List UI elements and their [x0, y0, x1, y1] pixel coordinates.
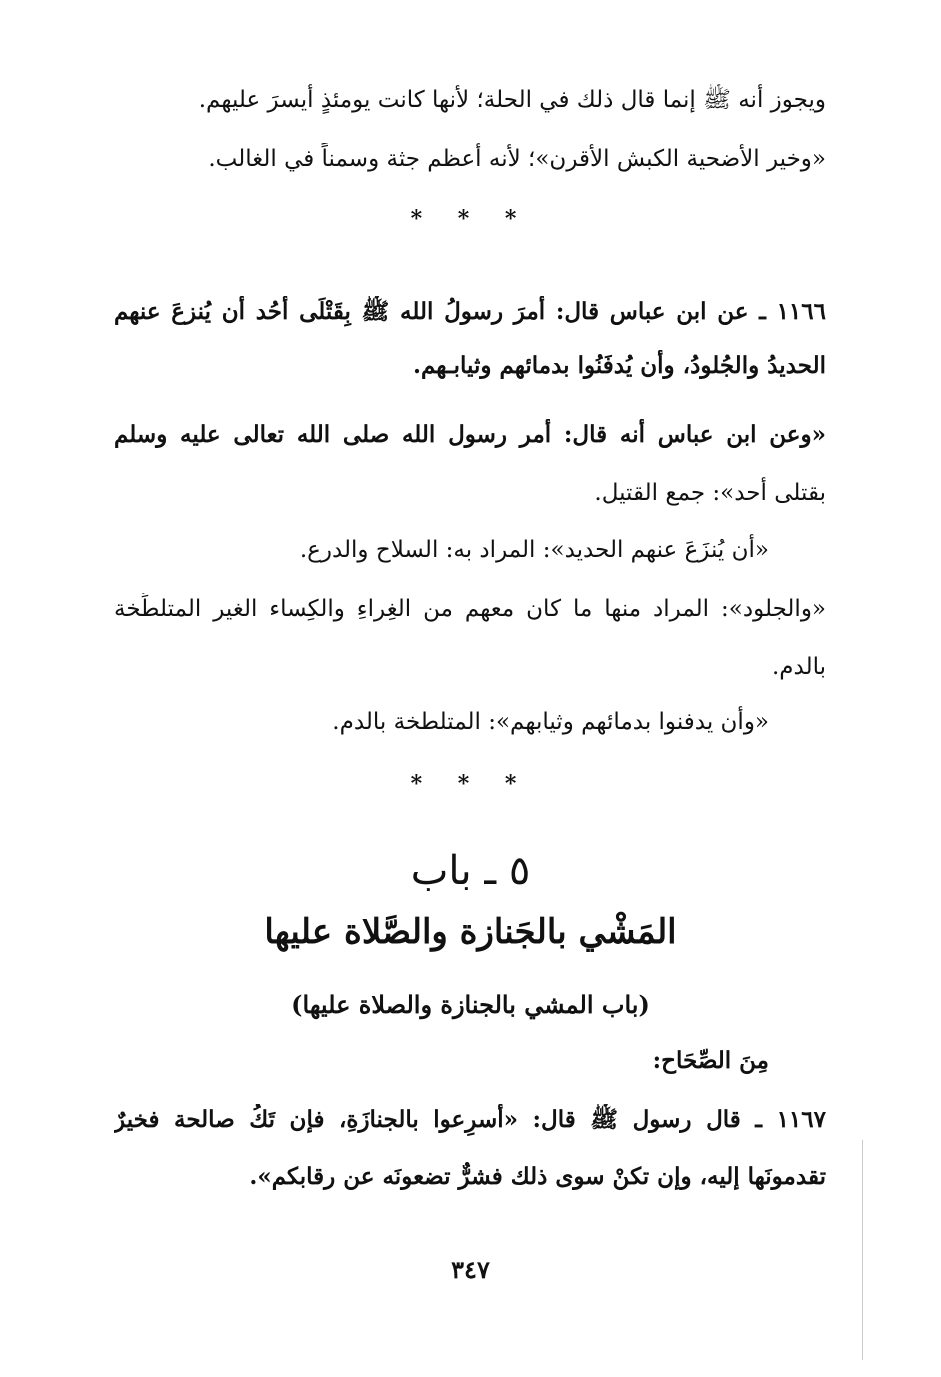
hadith-1167-line-2: تقدمونَها إليه، وإن تكنْ سوى ذلك فشرٌّ تضعونَه عن رقابكم».: [249, 1163, 826, 1190]
text-line-1: ويجوز أنه ﷺ إنما قال ذلك في الحلة؛ لأنها كانت يومئذٍ أيسرَ عليهم.: [198, 87, 826, 113]
commentary-line-6: «وأن يدفنوا بدمائهم وثيابهم»: المتلطخة بالدم.: [332, 709, 769, 735]
hadith-1167-line-1: ١١٦٧ ـ قال رسول ﷺ قال: «أَسرِعوا بالجنازَةِ، فإن تَكُ صالحة فخيرٌ: [114, 1106, 826, 1133]
chapter-subtitle: (باب المشي بالجنازة والصلاة عليها): [291, 990, 650, 1019]
commentary-line-5: بالدم.: [771, 654, 826, 680]
section-label: مِنَ الصِّحَاح:: [652, 1047, 769, 1074]
chapter-heading-bab: ٥ ـ باب: [410, 848, 531, 894]
hadith-1166-line-2: الحديدُ والجُلودُ، وأن يُدفَنُوا بدمائهم وثيابـهم.: [412, 352, 826, 379]
section-separator-1: * * *: [410, 206, 531, 232]
commentary-line-4: «والجلود»: المراد منها ما كان معهم من الغِراءِ والكِساء الغير المتلطِّخة: [114, 596, 826, 622]
chapter-title: المَشْي بالجَنازة والصَّلاة عليها: [264, 912, 677, 952]
hadith-1166-line-1: ١١٦٦ ـ عن ابن عباس قال: أمرَ رسولُ الله ﷺ بِقَتْلَى أُحُد أن يُنزعَ عنهم: [114, 298, 826, 325]
commentary-line-3: «أن يُنزَعَ عنهم الحديد»: المراد به: السلاح والدرع.: [299, 537, 769, 563]
commentary-line-1: «وعن ابن عباس أنه قال: أمر رسول الله صلى الله تعالى عليه وسلم: [114, 421, 826, 448]
page-number: ٣٤٧: [451, 1255, 490, 1284]
text-line-2: «وخير الأضحية الكبش الأقرن»؛ لأنه أعظم جثة وسمناً في الغالب.: [208, 146, 826, 172]
commentary-line-2: بقتلى أحد»: جمع القتيل.: [594, 480, 826, 506]
page-edge-line: [862, 1140, 863, 1360]
section-separator-2: * * *: [410, 771, 531, 797]
